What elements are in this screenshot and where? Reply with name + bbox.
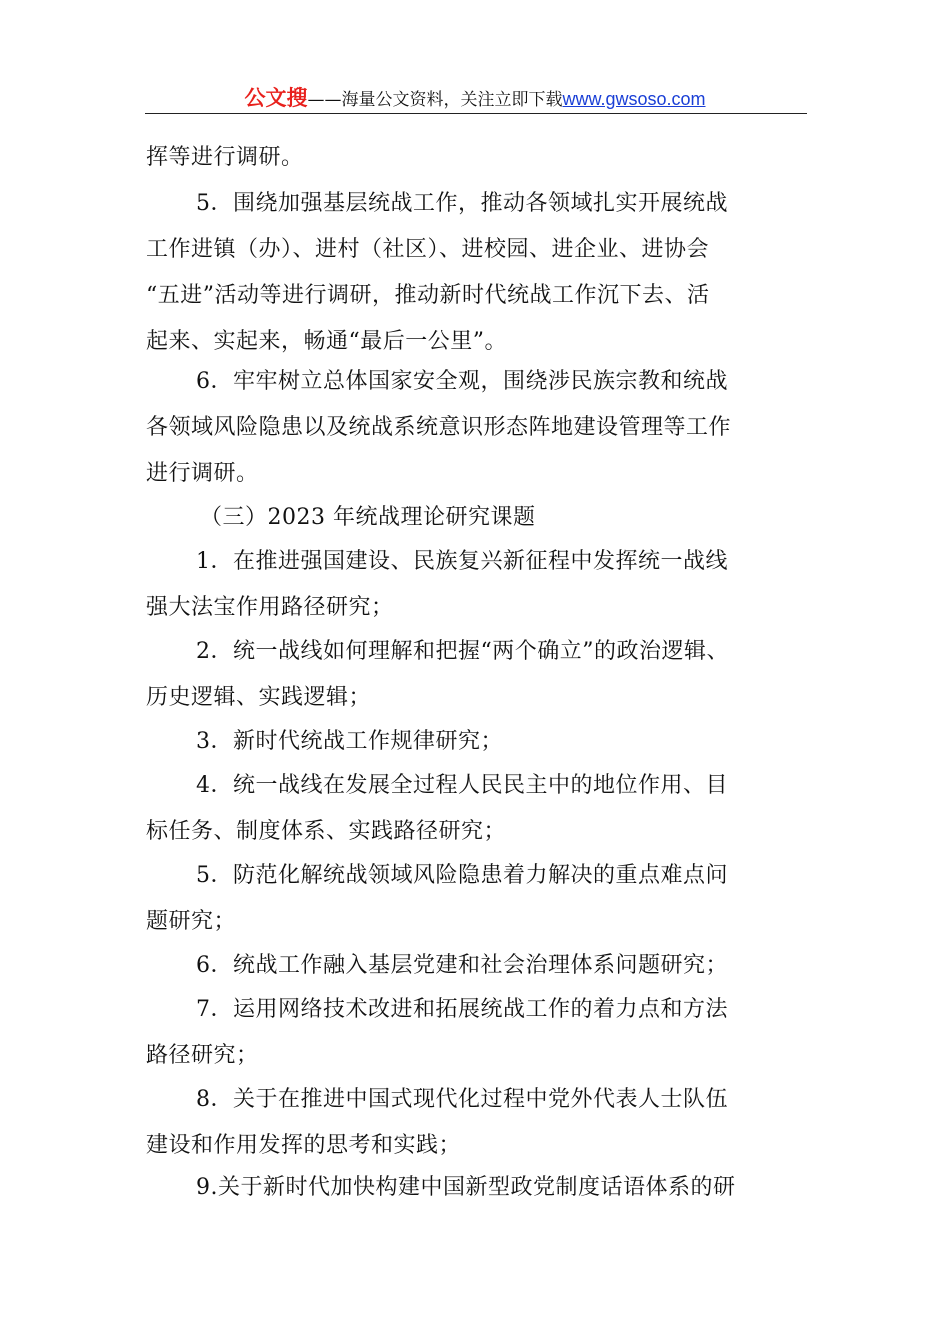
text-line: 进行调研。	[146, 461, 259, 486]
text-line: 工作进镇（办）、进村（社区）、进校园、进企业、进协会	[146, 237, 710, 262]
text-line: 7．运用网络技术改进和拓展统战工作的着力点和方法	[196, 997, 728, 1022]
text-line: 3．新时代统战工作规律研究；	[196, 729, 503, 754]
text-line: 各领域风险隐患以及统战系统意识形态阵地建设管理等工作	[146, 415, 732, 440]
text-line: 题研究；	[146, 909, 237, 934]
text-line: 5．防范化解统战领域风险隐患着力解决的重点难点问	[196, 863, 728, 888]
text-line: 挥等进行调研。	[146, 145, 304, 170]
text-line: 8．关于在推进中国式现代化过程中党外代表人士队伍	[196, 1087, 728, 1112]
text-line: 历史逻辑、实践逻辑；	[146, 685, 372, 710]
text-line: “五进”活动等进行调研，推动新时代统战工作沉下去、活	[146, 283, 710, 308]
brand-logo-text: 公文搜	[244, 86, 308, 110]
header-divider	[145, 113, 807, 114]
text-line: 6．牢牢树立总体国家安全观，围绕涉民族宗教和统战	[196, 369, 728, 394]
header-tagline: ——海量公文资料，关注立即下载	[307, 90, 563, 110]
text-line: 路径研究；	[146, 1043, 259, 1068]
site-link[interactable]: www.gwsoso.com	[562, 89, 706, 109]
text-line: 标任务、制度体系、实践路径研究；	[146, 819, 507, 844]
text-line: 强大法宝作用路径研究；	[146, 595, 394, 620]
text-line: 起来、实起来，畅通“最后一公里”。	[146, 329, 507, 354]
text-line: 建设和作用发挥的思考和实践；	[146, 1133, 462, 1158]
text-line: 5．围绕加强基层统战工作，推动各领域扎实开展统战	[196, 191, 728, 216]
text-line: 6．统战工作融入基层党建和社会治理体系问题研究；	[196, 953, 728, 978]
text-line: 4．统一战线在发展全过程人民民主中的地位作用、目	[196, 773, 728, 798]
section-heading: （三）2023 年统战理论研究课题	[200, 505, 536, 530]
page-header	[145, 82, 805, 114]
text-line: 1．在推进强国建设、民族复兴新征程中发挥统一战线	[196, 549, 728, 574]
text-line: 9.关于新时代加快构建中国新型政党制度话语体系的研	[196, 1175, 736, 1200]
text-line: 2．统一战线如何理解和把握“两个确立”的政治逻辑、	[196, 639, 729, 664]
